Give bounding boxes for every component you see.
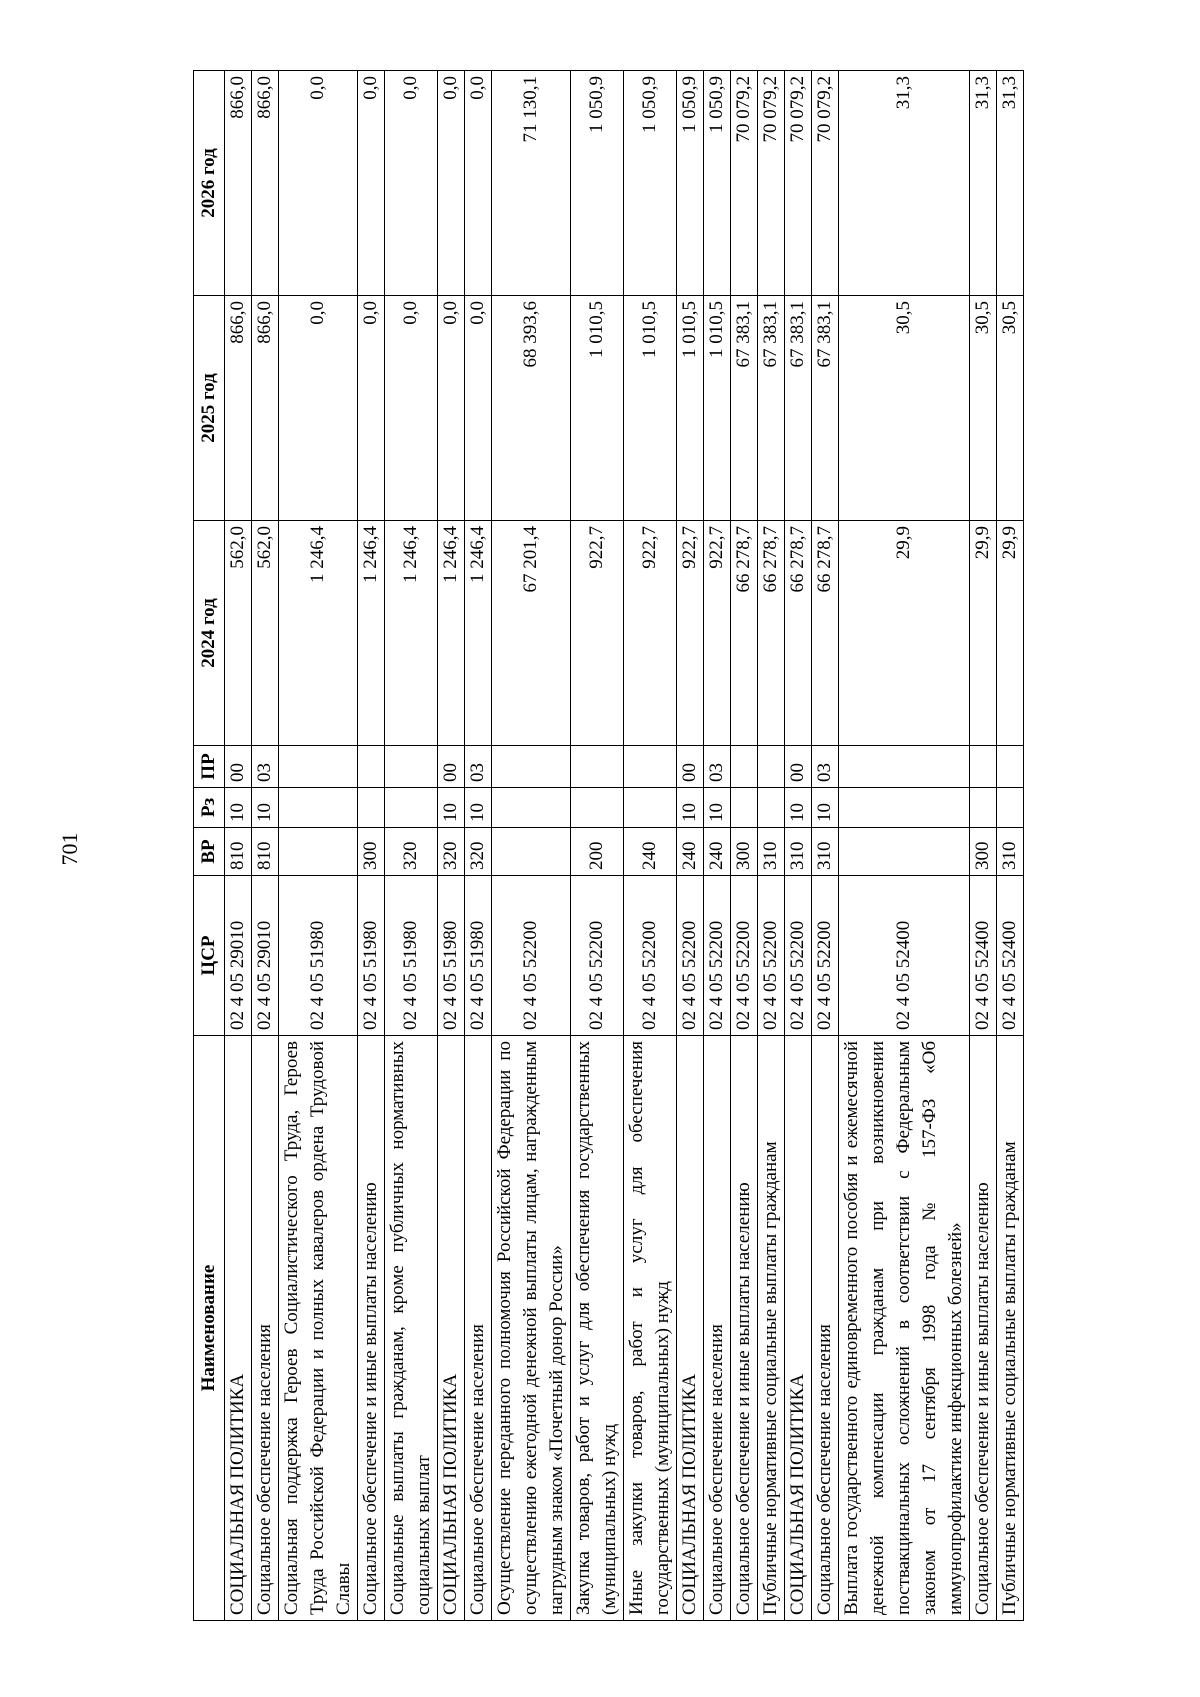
cell-y2024: 1 246,4 bbox=[279, 521, 358, 746]
table-row bbox=[731, 71, 758, 1621]
cell-vr bbox=[839, 828, 970, 876]
cell-name: Социальное обеспечение и иные выплаты населению bbox=[731, 1036, 758, 1621]
cell-name: Социальное обеспечение населения bbox=[812, 1036, 839, 1621]
cell-name: СОЦИАЛЬНАЯ ПОЛИТИКА bbox=[785, 1036, 812, 1621]
cell-y2025: 67 383,1 bbox=[785, 296, 812, 521]
cell-y2025: 68 393,6 bbox=[492, 296, 571, 521]
cell-vr: 310 bbox=[997, 828, 1024, 876]
cell-name: СОЦИАЛЬНАЯ ПОЛИТИКА bbox=[225, 1036, 252, 1621]
cell-csr: 02 4 05 52200 bbox=[812, 876, 839, 1036]
cell-rz: 10 bbox=[812, 788, 839, 828]
cell-pr bbox=[997, 746, 1024, 788]
cell-rz bbox=[997, 788, 1024, 828]
cell-rz: 10 bbox=[438, 788, 465, 828]
cell-y2026: 0,0 bbox=[358, 71, 385, 296]
cell-csr: 02 4 05 52200 bbox=[492, 876, 571, 1036]
cell-pr bbox=[839, 746, 970, 788]
cell-rz: 10 bbox=[785, 788, 812, 828]
cell-name: Осуществление переданного полномочия Российской Федерации по осуществлению ежегодной денежной выплаты лицам, награжденным нагрудным знаком «Почетный донор России» bbox=[492, 1036, 571, 1621]
cell-y2026: 70 079,2 bbox=[785, 71, 812, 296]
cell-y2025: 0,0 bbox=[465, 296, 492, 521]
cell-y2024: 29,9 bbox=[970, 521, 997, 746]
cell-vr: 300 bbox=[970, 828, 997, 876]
cell-y2024: 29,9 bbox=[839, 521, 970, 746]
cell-y2024: 1 246,4 bbox=[438, 521, 465, 746]
cell-rz bbox=[758, 788, 785, 828]
budget-table bbox=[193, 70, 1024, 1621]
header-csr: ЦСР bbox=[194, 876, 225, 1036]
cell-pr: 00 bbox=[438, 746, 465, 788]
cell-y2026: 1 050,9 bbox=[677, 71, 704, 296]
cell-vr: 320 bbox=[438, 828, 465, 876]
cell-pr bbox=[624, 746, 677, 788]
cell-y2024: 562,0 bbox=[225, 521, 252, 746]
cell-csr: 02 4 05 29010 bbox=[225, 876, 252, 1036]
cell-pr bbox=[731, 746, 758, 788]
header-rz: Рз bbox=[194, 788, 225, 828]
cell-y2024: 922,7 bbox=[571, 521, 624, 746]
cell-y2026: 31,3 bbox=[839, 71, 970, 296]
cell-name: Социальное обеспечение и иные выплаты населению bbox=[970, 1036, 997, 1621]
cell-name: СОЦИАЛЬНАЯ ПОЛИТИКА bbox=[438, 1036, 465, 1621]
cell-rz: 10 bbox=[677, 788, 704, 828]
cell-vr: 300 bbox=[731, 828, 758, 876]
cell-csr: 02 4 05 52200 bbox=[704, 876, 731, 1036]
table-row bbox=[785, 71, 812, 1621]
cell-rz: 10 bbox=[252, 788, 279, 828]
cell-pr bbox=[358, 746, 385, 788]
cell-y2025: 30,5 bbox=[970, 296, 997, 521]
table-row bbox=[465, 71, 492, 1621]
cell-rz bbox=[839, 788, 970, 828]
cell-vr: 320 bbox=[385, 828, 438, 876]
cell-vr: 810 bbox=[252, 828, 279, 876]
cell-y2024: 1 246,4 bbox=[358, 521, 385, 746]
cell-pr: 03 bbox=[465, 746, 492, 788]
cell-csr: 02 4 05 52400 bbox=[997, 876, 1024, 1036]
table-row bbox=[279, 71, 358, 1621]
cell-pr bbox=[970, 746, 997, 788]
table-row bbox=[492, 71, 571, 1621]
header-2026: 2026 год bbox=[194, 71, 225, 296]
cell-y2024: 67 201,4 bbox=[492, 521, 571, 746]
cell-name: Иные закупки товаров, работ и услуг для обеспечения государственных (муниципальных) нужд bbox=[624, 1036, 677, 1621]
cell-pr: 03 bbox=[252, 746, 279, 788]
cell-rz: 10 bbox=[465, 788, 492, 828]
header-2025: 2025 год bbox=[194, 296, 225, 521]
cell-csr: 02 4 05 51980 bbox=[438, 876, 465, 1036]
cell-rz bbox=[970, 788, 997, 828]
budget-table-container bbox=[193, 71, 1113, 1621]
cell-csr: 02 4 05 51980 bbox=[279, 876, 358, 1036]
table-row bbox=[252, 71, 279, 1621]
cell-y2024: 66 278,7 bbox=[785, 521, 812, 746]
cell-name: Социальная поддержка Героев Социалистического Труда, Героев Труда Российской Федерации и полных кавалеров ордена Трудовой Славы bbox=[279, 1036, 358, 1621]
cell-y2026: 71 130,1 bbox=[492, 71, 571, 296]
cell-vr: 320 bbox=[465, 828, 492, 876]
cell-y2025: 67 383,1 bbox=[731, 296, 758, 521]
cell-y2024: 1 246,4 bbox=[385, 521, 438, 746]
cell-vr bbox=[492, 828, 571, 876]
cell-csr: 02 4 05 52200 bbox=[785, 876, 812, 1036]
cell-csr: 02 4 05 51980 bbox=[358, 876, 385, 1036]
table-header-row bbox=[194, 71, 225, 1621]
table-row bbox=[624, 71, 677, 1621]
cell-y2026: 70 079,2 bbox=[731, 71, 758, 296]
cell-y2025: 67 383,1 bbox=[758, 296, 785, 521]
cell-csr: 02 4 05 52200 bbox=[624, 876, 677, 1036]
cell-csr: 02 4 05 52200 bbox=[571, 876, 624, 1036]
cell-rz: 10 bbox=[225, 788, 252, 828]
cell-pr bbox=[385, 746, 438, 788]
cell-pr: 00 bbox=[677, 746, 704, 788]
cell-csr: 02 4 05 51980 bbox=[465, 876, 492, 1036]
cell-y2026: 31,3 bbox=[997, 71, 1024, 296]
cell-y2024: 66 278,7 bbox=[812, 521, 839, 746]
cell-pr bbox=[758, 746, 785, 788]
cell-y2024: 66 278,7 bbox=[758, 521, 785, 746]
cell-csr: 02 4 05 51980 bbox=[385, 876, 438, 1036]
cell-y2026: 31,3 bbox=[970, 71, 997, 296]
cell-name: Социальное обеспечение и иные выплаты населению bbox=[358, 1036, 385, 1621]
cell-y2025: 0,0 bbox=[358, 296, 385, 521]
cell-csr: 02 4 05 52200 bbox=[677, 876, 704, 1036]
cell-name: Публичные нормативные социальные выплаты гражданам bbox=[997, 1036, 1024, 1621]
table-row bbox=[571, 71, 624, 1621]
cell-y2026: 0,0 bbox=[465, 71, 492, 296]
table-row bbox=[839, 71, 970, 1621]
cell-rz bbox=[731, 788, 758, 828]
cell-csr: 02 4 05 52200 bbox=[758, 876, 785, 1036]
cell-y2026: 1 050,9 bbox=[624, 71, 677, 296]
cell-rz bbox=[279, 788, 358, 828]
cell-name: СОЦИАЛЬНАЯ ПОЛИТИКА bbox=[677, 1036, 704, 1621]
cell-y2025: 0,0 bbox=[279, 296, 358, 521]
table-row bbox=[997, 71, 1024, 1621]
cell-vr: 240 bbox=[624, 828, 677, 876]
cell-y2024: 29,9 bbox=[997, 521, 1024, 746]
cell-pr: 00 bbox=[785, 746, 812, 788]
cell-name: Выплата государственного единовременного пособия и ежемесячной денежной компенсации гражданам при возникновении поствакцинальных осложнений в соответствии с Федеральным законом от 17 сентября 1998 года № 157-ФЗ «Об иммунопрофилактике инфекционных болезней» bbox=[839, 1036, 970, 1621]
cell-y2024: 922,7 bbox=[624, 521, 677, 746]
cell-vr: 310 bbox=[785, 828, 812, 876]
cell-y2026: 0,0 bbox=[438, 71, 465, 296]
cell-name: Публичные нормативные социальные выплаты гражданам bbox=[758, 1036, 785, 1621]
cell-y2026: 866,0 bbox=[225, 71, 252, 296]
table-row bbox=[812, 71, 839, 1621]
cell-rz bbox=[358, 788, 385, 828]
cell-y2025: 866,0 bbox=[252, 296, 279, 521]
cell-y2025: 0,0 bbox=[385, 296, 438, 521]
table-row bbox=[758, 71, 785, 1621]
cell-y2026: 866,0 bbox=[252, 71, 279, 296]
cell-pr: 00 bbox=[225, 746, 252, 788]
cell-pr bbox=[279, 746, 358, 788]
cell-rz bbox=[571, 788, 624, 828]
cell-y2025: 67 383,1 bbox=[812, 296, 839, 521]
cell-csr: 02 4 05 52400 bbox=[970, 876, 997, 1036]
cell-y2025: 0,0 bbox=[438, 296, 465, 521]
cell-name: Социальное обеспечение населения bbox=[465, 1036, 492, 1621]
header-vr: ВР bbox=[194, 828, 225, 876]
cell-y2025: 1 010,5 bbox=[571, 296, 624, 521]
cell-vr: 240 bbox=[704, 828, 731, 876]
cell-vr bbox=[279, 828, 358, 876]
table-row bbox=[358, 71, 385, 1621]
cell-vr: 200 bbox=[571, 828, 624, 876]
header-2024: 2024 год bbox=[194, 521, 225, 746]
cell-y2026: 1 050,9 bbox=[571, 71, 624, 296]
cell-y2025: 866,0 bbox=[225, 296, 252, 521]
cell-vr: 810 bbox=[225, 828, 252, 876]
cell-name: Социальные выплаты гражданам, кроме публичных нормативных социальных выплат bbox=[385, 1036, 438, 1621]
cell-vr: 310 bbox=[812, 828, 839, 876]
cell-pr: 03 bbox=[812, 746, 839, 788]
page-number: 701 bbox=[57, 832, 82, 866]
cell-y2024: 562,0 bbox=[252, 521, 279, 746]
cell-pr bbox=[492, 746, 571, 788]
cell-y2025: 30,5 bbox=[997, 296, 1024, 521]
table-row bbox=[438, 71, 465, 1621]
cell-y2025: 1 010,5 bbox=[704, 296, 731, 521]
cell-y2024: 66 278,7 bbox=[731, 521, 758, 746]
cell-name: Закупка товаров, работ и услуг для обеспечения государственных (муниципальных) нужд bbox=[571, 1036, 624, 1621]
cell-name: Социальное обеспечение населения bbox=[704, 1036, 731, 1621]
cell-rz bbox=[492, 788, 571, 828]
header-pr: ПР bbox=[194, 746, 225, 788]
table-row bbox=[225, 71, 252, 1621]
table-row bbox=[677, 71, 704, 1621]
cell-vr: 240 bbox=[677, 828, 704, 876]
cell-csr: 02 4 05 52400 bbox=[839, 876, 970, 1036]
table-row bbox=[704, 71, 731, 1621]
cell-y2026: 70 079,2 bbox=[758, 71, 785, 296]
cell-rz bbox=[385, 788, 438, 828]
table-row bbox=[385, 71, 438, 1621]
cell-y2026: 0,0 bbox=[385, 71, 438, 296]
cell-rz: 10 bbox=[704, 788, 731, 828]
table-body bbox=[225, 71, 1024, 1621]
cell-vr: 300 bbox=[358, 828, 385, 876]
cell-y2026: 70 079,2 bbox=[812, 71, 839, 296]
cell-y2026: 1 050,9 bbox=[704, 71, 731, 296]
cell-y2025: 1 010,5 bbox=[677, 296, 704, 521]
cell-rz bbox=[624, 788, 677, 828]
cell-pr bbox=[571, 746, 624, 788]
cell-csr: 02 4 05 52200 bbox=[731, 876, 758, 1036]
cell-y2026: 0,0 bbox=[279, 71, 358, 296]
cell-csr: 02 4 05 29010 bbox=[252, 876, 279, 1036]
cell-pr: 03 bbox=[704, 746, 731, 788]
cell-vr: 310 bbox=[758, 828, 785, 876]
cell-y2025: 1 010,5 bbox=[624, 296, 677, 521]
cell-y2024: 922,7 bbox=[677, 521, 704, 746]
header-name: Наименование bbox=[194, 1036, 225, 1621]
table-row bbox=[970, 71, 997, 1621]
cell-y2024: 922,7 bbox=[704, 521, 731, 746]
cell-name: Социальное обеспечение населения bbox=[252, 1036, 279, 1621]
cell-y2024: 1 246,4 bbox=[465, 521, 492, 746]
cell-y2025: 30,5 bbox=[839, 296, 970, 521]
